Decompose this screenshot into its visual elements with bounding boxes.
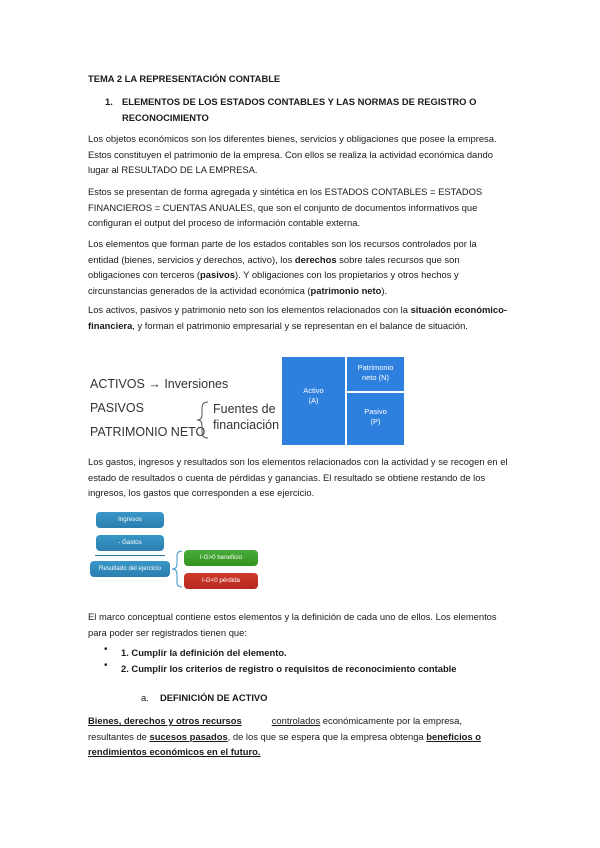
- activo-box: [282, 357, 347, 445]
- perdida-box: I-G<0 pérdida: [184, 573, 258, 589]
- patrimonio-neto-label: PATRIMONIO NETO: [90, 425, 206, 439]
- pn-box-letter: neto (N): [361, 373, 390, 382]
- fuentes-label-2: financiación: [213, 418, 280, 432]
- paragraph-gastos-ingresos: Los gastos, ingresos y resultados son los elementos relacionados con la actividad y se recogen en el estado de resultados o cuenta de pérdidas y ganancias. El resultado se obtiene restando de los ingresos, los gastos que corresponden a ese ejercicio.: [88, 456, 508, 498]
- balance-sheet-diagram: [282, 357, 404, 445]
- section-number: 1.: [105, 96, 113, 107]
- pasivo-box: [347, 393, 404, 445]
- paragraph-activos-pasivos: Los activos, pasivos y patrimonio neto son los elementos relacionados con la situación económico-financiera, y forman el patrimonio empresarial y se representan en el balance de situación.: [88, 304, 507, 331]
- fuentes-label-1: Fuentes de: [213, 402, 276, 416]
- ingresos-box: Ingresos: [96, 512, 164, 528]
- bullet-item-1: 1. Cumplir la definición del elemento.: [121, 647, 287, 658]
- activos-label: ACTIVOS → Inversiones: [90, 377, 229, 391]
- brace-icon: [196, 400, 212, 440]
- pasivos-label: PASIVOS: [90, 401, 144, 415]
- pn-box-label: Patrimonio: [357, 363, 394, 372]
- subsection-letter: a.: [141, 692, 149, 703]
- bullet-item-2: 2. Cumplir los criterios de registro o requisitos de reconocimiento contable: [121, 663, 457, 674]
- paragraph-elementos: Los elementos que forman parte de los estados contables son los recursos controlados por la entidad (bienes, servicios y derechos, activo), los derechos sobre tales recursos que son obligaciones con terceros (pasivos). Y obligaciones con los propietarios y otros hechos y circunstancias generados de la actividad económica (patrimonio neto).: [88, 238, 477, 296]
- pasivo-box-letter: (P): [370, 417, 381, 426]
- section-title-line2: RECONOCIMIENTO: [122, 112, 209, 123]
- bullet-dot: •: [104, 660, 108, 671]
- pasivo-box-label: Pasivo: [364, 407, 387, 416]
- paragraph-definicion-activo: Bienes, derechos y otros recursos controlados económicamente por la empresa, resultantes de sucesos pasados, de los que se espera que la empresa obtenga beneficios o rendimientos económicos en el futuro.: [88, 715, 481, 757]
- subsection-title: DEFINICIÓN DE ACTIVO: [160, 692, 268, 703]
- paragraph-objetos: Los objetos económicos son los diferentes bienes, servicios y obligaciones que posee la empresa. Estos constituyen el patrimonio de la empresa. Con ellos se realiza la actividad económica dando lugar al RESULTADO DE LA EMPRESA.: [88, 133, 497, 175]
- bullet-dot: •: [104, 644, 108, 655]
- patrimonio-neto-box: [347, 357, 404, 393]
- resultado-box: Resultado del ejercicio: [90, 561, 170, 577]
- beneficio-box: I-G>0 beneficio: [184, 550, 258, 566]
- activo-box-label: Activo: [303, 386, 324, 395]
- activo-box-letter: (A): [308, 396, 319, 405]
- sum-line: [95, 555, 165, 556]
- gastos-box: - Gastos: [96, 535, 164, 551]
- paragraph-marco-conceptual: El marco conceptual contiene estos elementos y la definición de cada uno de ellos. Los elementos para poder ser registrados tienen que:: [88, 611, 497, 638]
- brace-icon-small: [170, 550, 184, 588]
- section-title-line1: ELEMENTOS DE LOS ESTADOS CONTABLES Y LAS NORMAS DE REGISTRO O: [122, 96, 477, 107]
- paragraph-estados: Estos se presentan de forma agregada y sintética en los ESTADOS CONTABLES = ESTADOS FINANCIEROS = CUENTAS ANUALES, que son el conjunto de documentos informativos que configuran el output del proceso de información contable externa.: [88, 186, 483, 228]
- tema-title: TEMA 2 LA REPRESENTACIÓN CONTABLE: [88, 73, 281, 84]
